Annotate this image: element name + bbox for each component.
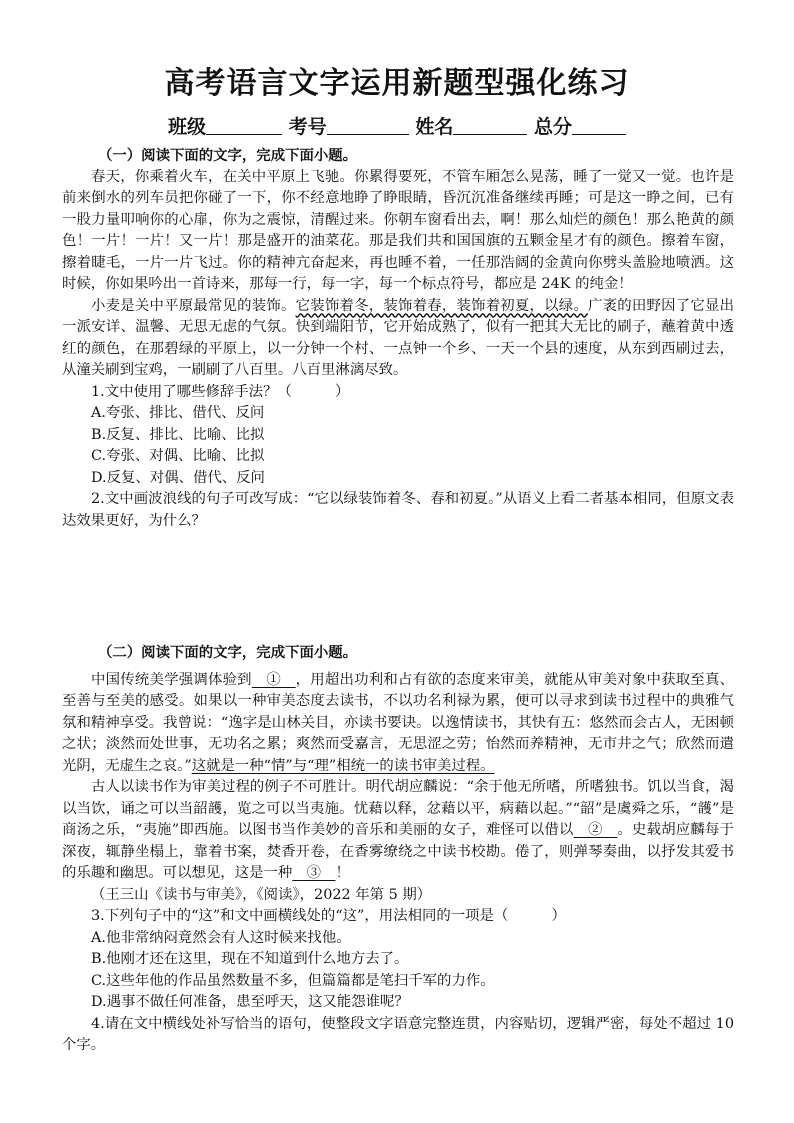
exam-no-label: 考号 [288, 116, 327, 138]
underlined-zhe: 这 [191, 757, 207, 774]
section-2-paragraph-2 [62, 777, 734, 885]
section-1-paragraph-2 [62, 296, 734, 382]
question-3-option-a: A.他非常纳闷竟然会有人这时候来找他。 [91, 929, 351, 946]
question-1-option-b: B.反复、排比、比喻、比拟 [91, 426, 265, 443]
question-1-option-a: A.夸张、排比、借代、反问 [91, 405, 265, 421]
section-2-heading: （二）阅读下面的文字，完成下面小题。 [98, 644, 358, 661]
section-1 [62, 145, 734, 532]
blank-2: ② [573, 822, 618, 838]
question-3-option-b: B.他刚才还在这里，现在不知道到什么地方去了。 [91, 951, 409, 967]
score-label: 总分 [533, 116, 572, 138]
paragraph-text: 古人以读书作为审美过程的例子不可胜计。明代胡应麟说：“余于他无所嗜，所嗜独书。饥以当食，渴以当饮，诵之可以当韶頀，览之可以当夷施。忧藉以释，忿藉以平，病藉以起。”“韶”是虞舜之乐，“頀”是商汤之乐，“夷施”即西施。以图书当作美妙的音乐和美丽的女子，难怪可以借以 [62, 779, 734, 838]
score-blank [572, 116, 626, 135]
name-label: 姓名 [415, 116, 454, 138]
question-3: 3.下列句子中的“这”和文中画横线处的“这”，用法相同的一项是（ ） [91, 908, 566, 924]
class-blank [206, 116, 282, 135]
paragraph-text: 广袤的田野因了它显出一派安详、温馨、无思无虑的气氛。快到端阳节，它开始成熟了，似有一把其大无比的刷子，蘸着黄中透红的颜色，在那碧绿的平原上，以一分钟一个村、一点钟一个乡、一天一个县的速度，从东到西刷过去，从潼关刷到宝鸡，一刷刷了八百里。八百里淋漓尽致。 [62, 297, 734, 378]
info-line [0, 112, 794, 139]
paragraph-text: 小麦是关中平原最常见的装饰。 [91, 297, 296, 314]
blank-3: ③ [292, 865, 336, 881]
paragraph-text: ，用超出功利和占有欲的态度来审美，就能从审美对象中获取至真、至善与至美的感受。如果以一种审美态度去读书，不以功名利禄为累，便可以寻求到读书过程中的典雅气氛和精神享受。我曾说：“逸字是山林关目，亦读书要诀。以逸情读书，其快有五：悠然而会古人，无困顿之状；淡然而处世事，无功名之累；爽然而受嘉言，无思涩之劳；怡然而养精神，无市井之气；欣然而遣光阴，无虚生之哀。” [62, 671, 734, 774]
section-1-paragraph-1: 春天，你乘着火车，在关中平原上飞驰。你累得要死，不管车厢怎么晃荡，睡了一觉又一觉。也许是前来倒水的列车员把你碰了一下，你不经意地睁了睁眼睛，昏沉沉准备继续再睡；可是这一睁之间，已有一股力量叩响你的心扉，你为之震惊，清醒过来。你朝车窗看出去，啊！那么灿烂的颜色！那么艳黄的颜色！一片！一片！又一片！那是盛开的油菜花。那是我们共和国国旗的五颗金星才有的颜色。擦着车窗，擦着睫毛，一片一片飞过。你的精神亢奋起来，再也睡不着，一任那浩阔的金黄向你劈头盖脸地喷洒。这时候，你如果吟出一首诗来，那每一行，每一字，每一个标点符号，都应是 24K 的纯金！ [62, 168, 734, 292]
section-2-paragraph-1 [62, 670, 734, 778]
exam-no-blank [327, 116, 409, 135]
source-citation: （王三山《读书与审美》，《阅读》，2022 年第 5 期） [91, 886, 432, 903]
page-title: 高考语言文字运用新题型强化练习 [164, 66, 630, 101]
underlined-sentence: 就是一种“情”与“理”相统一的读书审美过程。 [206, 757, 495, 774]
question-1: 1.文中使用了哪些修辞手法？（ ） [91, 383, 350, 400]
question-4: 4.请在文中横线处补写恰当的语句，使整段文字语意完整连贯，内容贴切，逻辑严密，每处不超过 10 个字。 [62, 1015, 734, 1053]
section-2 [62, 642, 734, 1057]
class-label: 班级 [168, 116, 207, 138]
question-1-option-d: D.反复、对偶、借代、反问 [91, 469, 265, 486]
paragraph-text: 中国传统美学强调体验到 [91, 671, 252, 688]
wavy-underlined-sentence: 它装饰着冬，装饰着春，装饰着初夏，以绿。 [295, 297, 589, 314]
name-blank [453, 116, 527, 135]
question-3-option-c: C.这些年他的作品虽然数量不多，但篇篇都是笔扫千军的力作。 [91, 972, 495, 989]
question-2: 2.文中画波浪线的句子可改写成：“它以绿装饰着冬、春和初夏。”从语义上看二者基本相同，但原文表达效果更好，为什么？ [62, 491, 734, 529]
paragraph-text: ！ [335, 865, 350, 881]
paragraph-text: 。史载胡应麟每于深夜，辄静坐榻上，靠着书案，焚香开卷，在香雾缭绕之中读书校勘。倦了，则弹琴奏曲，以抒发其爱书的乐趣和幽思。可以想见，这是一种 [62, 822, 734, 881]
blank-1: ① [251, 671, 296, 688]
question-1-option-c: C.夸张、对偶、比喻、比拟 [91, 448, 265, 464]
section-1-heading: （一）阅读下面的文字，完成下面小题。 [98, 147, 358, 164]
question-3-option-d: D.遇事不做任何准备，患至呼天，这又能怨谁呢？ [91, 994, 409, 1010]
